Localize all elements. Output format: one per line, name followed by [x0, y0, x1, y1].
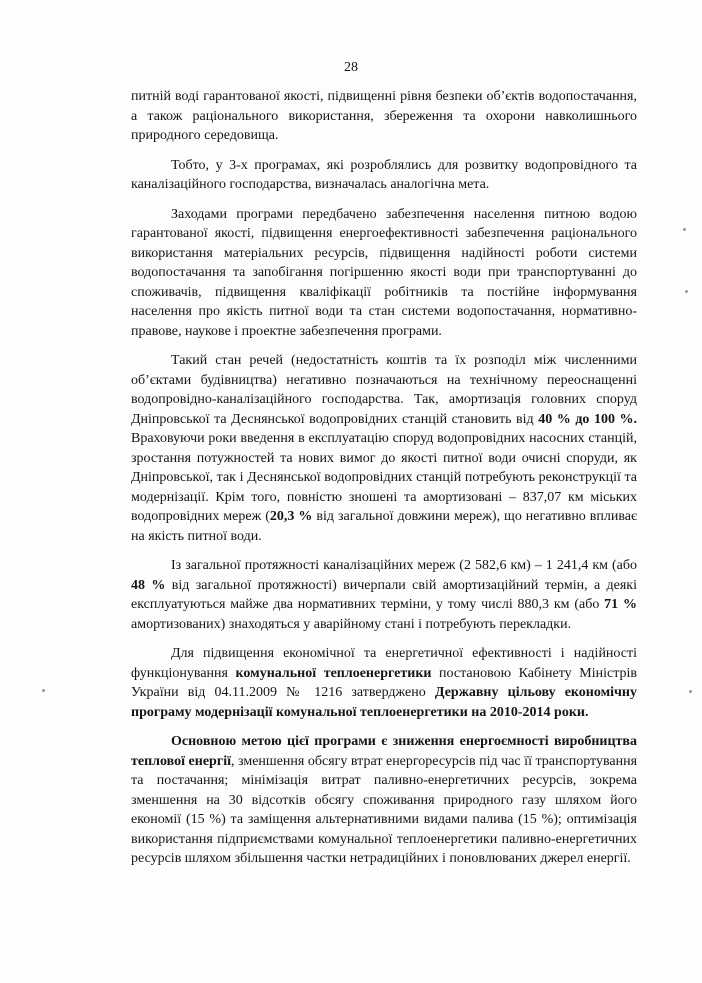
text-run: Тобто, у 3-х програмах, які розроблялись для розвитку водопровідного та каналізаційного господарства, визначалась аналогічна мета. [131, 157, 637, 192]
scan-speck [689, 690, 692, 693]
bold-text-run: Основною метою цієї програми є зниження енергоємності виробництва теплової енергії [131, 734, 637, 769]
bold-text-run: Державну цільову економічну програму модернізації комунальної теплоенергетики на 2010-2014 роки. [131, 685, 637, 720]
paragraph-sewer-network-depreciation [131, 556, 637, 634]
document-body [131, 87, 637, 879]
text-run: Враховуючи роки введення в експлуатацію споруд водопровідних насосних станцій, зростання потужностей та нових вимог до якості питної води очисні споруди, як Дніпровської, так і Деснянської водопровідних станцій потребують реконструкції та модернізації. Крім того, повністю зношені та амортизовані – 837,07 км міських водопровідних мереж ( [131, 431, 637, 524]
text-run: Із загальної протяжності каналізаційних мереж (2 582,6 км) – 1 241,4 км (або [171, 558, 637, 573]
paragraph-water-quality-goals [131, 87, 637, 146]
paragraph-program-measures [131, 205, 637, 342]
scan-speck [42, 689, 45, 692]
paragraph-three-programs-summary [131, 156, 637, 195]
text-run: Для підвищення економічної та енергетичної ефективності і надійності функціонування [131, 646, 637, 681]
scan-speck [685, 290, 688, 293]
scan-speck [683, 228, 686, 231]
text-run: Такий стан речей (недостатність коштів та їх розподіл між численними об’єктами будівництва) негативно позначаються на технічному переоснащенні водопровідно-каналізаційного господарства. Так, амортизація головних споруд Дніпровської та Деснянської водопровідних станцій становить від [131, 353, 637, 427]
text-run: постановою Кабінету Міністрів України від 04.11.2009 № 1216 затверджено [131, 665, 637, 700]
bold-text-run: 71 % [604, 597, 637, 612]
paragraph-heat-energy-program [131, 644, 637, 722]
text-run: Заходами програми передбачено забезпечення населення питною водою гарантованої якості, підвищення енергоефективності забезпечення раціонального використання матеріальних ресурсів, підвищення надійності роботи системи водопостачання та запобігання погіршенню якості води при транспортуванні до споживачів, підвищення кваліфікації робітників та постійне інформування населення про якість питної води та стан системи водопостачання, нормативно-правове, наукове і проектне забезпечення програми. [131, 206, 637, 339]
text-run: від загальної довжини мереж), що негативно впливає на якість питної води. [131, 509, 638, 544]
bold-text-run: 20,3 % [269, 509, 313, 524]
paragraph-program-main-goal [131, 732, 637, 869]
bold-text-run: комунальної теплоенергетики [235, 665, 432, 681]
text-run: амортизованих) знаходяться у аварійному стані і потребують перекладки. [131, 616, 572, 632]
text-run: , зменшення обсягу втрат енергоресурсів під час її транспортування та постачання; мінімізація витрат паливно-енергетичних ресурсів, зокрема зменшення на 30 відсотків обсягу споживання природного газу шляхом його економії (15 %) та заміщення альтернативними видами палива (15 %); оптимізація використання підприємствами комунальної теплоенергетики паливно-енергетичних ресурсів шляхом збільшення частки нетрадиційних і поновлюваних джерел енергії. [131, 753, 638, 866]
paragraph-water-network-depreciation [131, 351, 637, 546]
text-run: питній воді гарантованої якості, підвищенні рівня безпеки об’єктів водопостачання, а також раціонального використання, збереження та охорони навколишнього природного середовища. [131, 89, 637, 143]
bold-text-run: 40 % до 100 %. [538, 411, 637, 427]
text-run: від загальної протяжності) вичерпали свій амортизаційний термін, а деякі експлуатуються майже два нормативних терміни, у тому числі 880,3 км (або [131, 577, 637, 612]
page-number: 28 [344, 60, 358, 75]
bold-text-run: 48 % [131, 577, 166, 593]
